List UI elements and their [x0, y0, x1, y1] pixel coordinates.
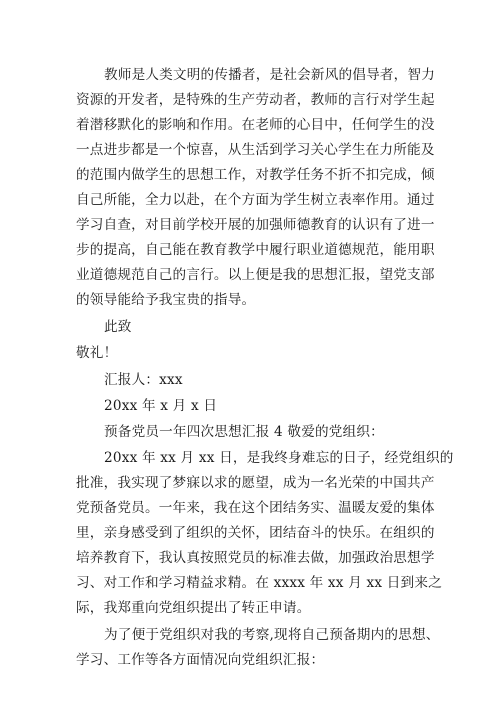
paragraph-line: 培养教育下，我认真按照党员的标准去做，加强政治思想学 [76, 550, 435, 566]
paragraph-line: 的范围内做学生的思想工作，对教学任务不折不扣完成，倾 [76, 167, 435, 183]
closing-salutation: 此致 [104, 319, 132, 335]
paragraph-line: 自己所能，全力以赴，在个方面为学生树立表率作用。通过 [76, 192, 435, 208]
paragraph-line: 的领导能给予我宝贵的指导。 [76, 292, 256, 308]
reporter-name: 汇报人：xxx [104, 372, 183, 388]
paragraph-line: 为了便于党组织对我的考察,现将自己预备期内的思想、 [104, 627, 440, 643]
paragraph-line: 一点进步都是一个惊喜，从生活到学习关心学生在力所能及 [76, 142, 435, 158]
paragraph-line: 20xx 年 xx 月 xx 日，是我终身难忘的日子，经党组织的 [104, 450, 454, 466]
paragraph-line: 习、对工作和学习精益求精。在 xxxx 年 xx 月 xx 日到来之 [76, 575, 442, 591]
paragraph-line: 资源的开发者，是特殊的生产劳动者，教师的言行对学生起 [76, 92, 435, 108]
closing-respect: 敬礼！ [76, 345, 118, 361]
paragraph-line: 业道德规范自己的言行。以上便是我的思想汇报，望党支部 [76, 267, 435, 283]
paragraph-line: 党预备党员。一年来，我在这个团结务实、温暖友爱的集体 [76, 500, 435, 516]
paragraph-line: 学习自查，对目前学校开展的加强师德教育的认识有了进一 [76, 217, 435, 233]
paragraph-line: 学习、工作等各方面情况向党组织汇报： [76, 652, 325, 668]
paragraph-line: 际，我郑重向党组织提出了转正申请。 [76, 600, 311, 616]
paragraph-line: 步的提高，自己能在教育教学中履行职业道德规范，能用职 [76, 242, 435, 258]
paragraph-line: 批准，我实现了梦寐以求的愿望，成为一名光荣的中国共产 [76, 475, 435, 491]
section-heading: 预备党员一年四次思想汇报 4 敬爱的党组织： [104, 424, 384, 440]
report-date: 20xx 年 x 月 x 日 [104, 398, 218, 414]
paragraph-line: 教师是人类文明的传播者，是社会新风的倡导者，智力 [104, 67, 436, 83]
paragraph-line: 着潜移默化的影响和作用。在老师的心目中，任何学生的没 [76, 117, 435, 133]
paragraph-line: 里，亲身感受到了组织的关怀，团结奋斗的快乐。在组织的 [76, 525, 435, 541]
